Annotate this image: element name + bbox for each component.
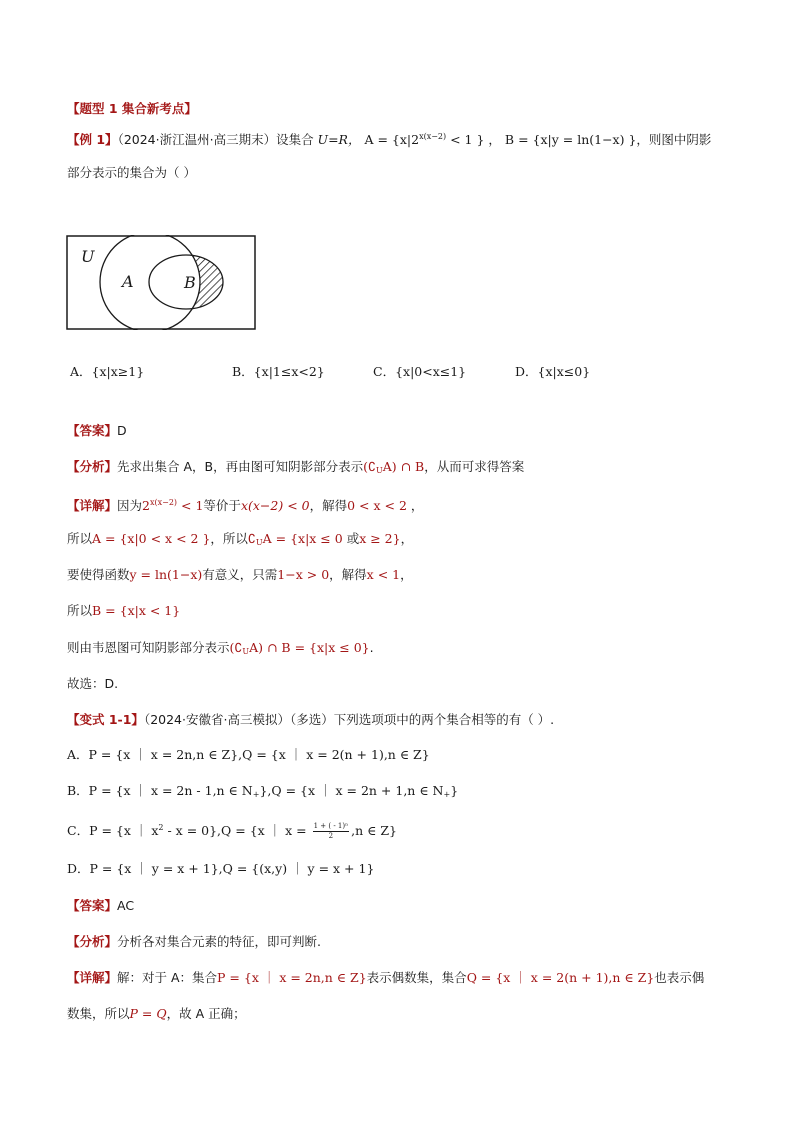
venn-label-a: A <box>122 272 134 291</box>
venn-diagram <box>66 235 256 330</box>
variant-answer: 【答案】AC <box>67 898 135 913</box>
option-d: D．{x|x≤0} <box>515 364 591 379</box>
example-source: （2024·浙江温州·高三期末）设集合 <box>117 132 318 147</box>
example-1-detail-line-1: 【详解】因为$2^{x(x-2)} < 1$等价于x(x−2) < 0，解得0 < x < 2 ， <box>67 498 424 513</box>
variant-detail-line-1: 【详解】解：对于 A：集合P = {x ｜ x = 2n,n ∈ Z}表示偶数集，集合Q = {x ｜ x = 2(n + 1),n ∈ Z}也表示偶 <box>67 970 705 985</box>
variant-question: 【变式 1-1】（2024·安徽省·高三模拟）（多选）下列选项项中的两个集合相等的有（ ）. <box>67 712 555 727</box>
variant-option-d: D．P = {x ｜ y = x + 1},Q = {(x,y) ｜ y = x + 1} <box>67 861 375 876</box>
set-a-definition: $A = \{x|2^{x(x-2)} < 1$ } ， <box>364 132 501 147</box>
set-b-definition: B = {x|y = ln(1−x) } <box>504 132 637 147</box>
example-1-answer <box>67 421 127 441</box>
example-1-analysis: 【分析】先求出集合 A，B，再由图可知阴影部分表示$(∁_UA)$ ∩ B，从而可求得答案 <box>67 459 525 475</box>
example-1-question-line-1 <box>67 127 711 150</box>
variant-option-c: C．P = {x ｜ $x^2 - x = 0\},Q = \{x$ ｜ x = $\frac{\text{1 + ( - 1)ⁿ}}{2}$ ,n ∈ Z} <box>67 822 398 840</box>
example-1-detail-line-5: 则由韦恩图可知阴影部分表示$(∁_UA)$ ∩ B = {x|x ≤ 0}. <box>67 640 374 656</box>
universal-set: U=R， <box>317 132 361 147</box>
variant-option-b: B．P = {x ｜ x = 2n - 1,n ∈ $N_+\},Q = \{x$ ｜ x = 2n + 1,n ∈ $N_+$} <box>67 783 459 799</box>
variant-analysis: 【分析】分析各对集合元素的特征，即可判断. <box>67 934 321 949</box>
example-1-detail-line-3: 要使得函数y = ln(1−x)有意义，只需1−x > 0，解得x < 1， <box>67 567 413 582</box>
example-1-detail-line-2: 所以A = {x|0 < x < 2 }，所以$∁_UA = \{x|x \le 0$ 或x ≥ 2}， <box>67 531 414 547</box>
section-title: 【题型 1 集合新考点】 <box>67 101 197 116</box>
option-c: C．{x|0<x≤1} <box>373 364 467 379</box>
example-tag: 【例 1】 <box>67 132 118 147</box>
venn-label-u: U <box>81 247 95 266</box>
question-tail: ，则图中阴影 <box>636 132 712 147</box>
fraction: $\frac{\text{1 + ( - 1)ⁿ}}{2}$ <box>313 822 349 840</box>
example-1-conclusion: 故选：D. <box>67 676 119 691</box>
variant-detail-line-2: 数集，所以P = Q，故 A 正确； <box>67 1006 246 1021</box>
option-b: B．{x|1≤x<2} <box>232 364 325 379</box>
venn-label-b: B <box>184 273 196 292</box>
variant-option-a: A．P = {x ｜ x = 2n,n ∈ Z},Q = {x ｜ x = 2(n + 1),n ∈ Z} <box>67 747 430 762</box>
example-1-detail-line-4: 所以B = {x|x < 1} <box>67 603 181 618</box>
answer-value: D <box>117 423 127 438</box>
universal-set-rectangle <box>67 236 255 329</box>
example-1-question-line-2: 部分表示的集合为（ ） <box>67 165 196 180</box>
option-a: A．{x|x≥1} <box>70 364 145 379</box>
answer-tag: 【答案】 <box>67 423 118 438</box>
